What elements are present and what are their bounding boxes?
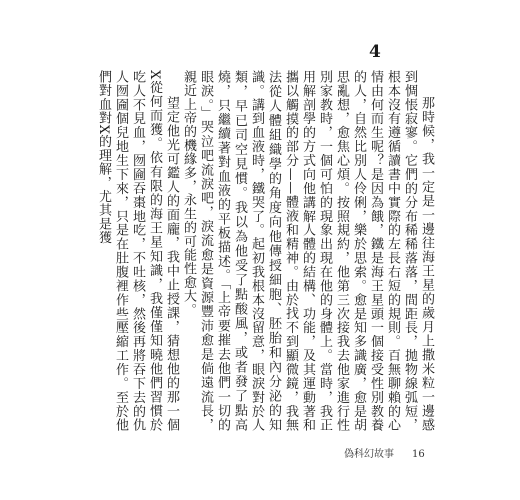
page-number: 16 bbox=[412, 449, 425, 460]
paragraph: 那時候，我一定是一邊往海王星的歲月上撒米粒一邊感到惆悵寂寥。它們的分布稀稀落落，間距長，拋物線弧短，根本沒有遵循讀書中實際的左長右短的規則。百無聊賴的心情由何而生呢？是因為餓，鐵是海王星頭一個接受性別教養的人，自然比別人伶俐，樂於思索。愈是知多識廣，愈是胡思亂想，愈焦心煩。按照規約，他第三次接我去他家進行性別家教時，一個可怕的現象出現在他的身體上。當時，我正用解剖學的方式向他講解人體的結構、功能，及其運動著和攜以觸摸的部分——體液和精神。由於找不到顯微鏡，我無法從人體組織學的角度向他傳授細胞、胚胎和內分泌的知識。講到血液時，鐵哭了。起初我根本沒留意，眼淚對於人類，早已司空見慣。我以為他受了點酸風，或者發了點高燒，只繼續著對血液的平板描述。「上帝要摧去他們一切的眼淚。」哭泣吧流淚吧，淚流愈是資源豐沛愈是倘遠流長，親近上帝的機緣多，永生的可能性愈大。 bbox=[181, 70, 434, 432]
paragraph: 望定他光可鑑人的面龐，我中止授課，猜想他的那一個X從何而獲。依有限的海王星知識，我僅僅知曉他們習慣於吃人不見血，囫圇吞棗地吃，不吐核，然後再將吞下去的仇人囫圇個兒地生下來，只是在肚腹裡作些壓縮工作。至於他們對血對X的理解，尤其是獲 bbox=[96, 70, 179, 432]
body-text bbox=[90, 70, 435, 432]
chapter-number: 4 bbox=[369, 42, 381, 62]
running-footer bbox=[344, 445, 425, 460]
book-title: 偽科幻故事 bbox=[344, 449, 394, 460]
